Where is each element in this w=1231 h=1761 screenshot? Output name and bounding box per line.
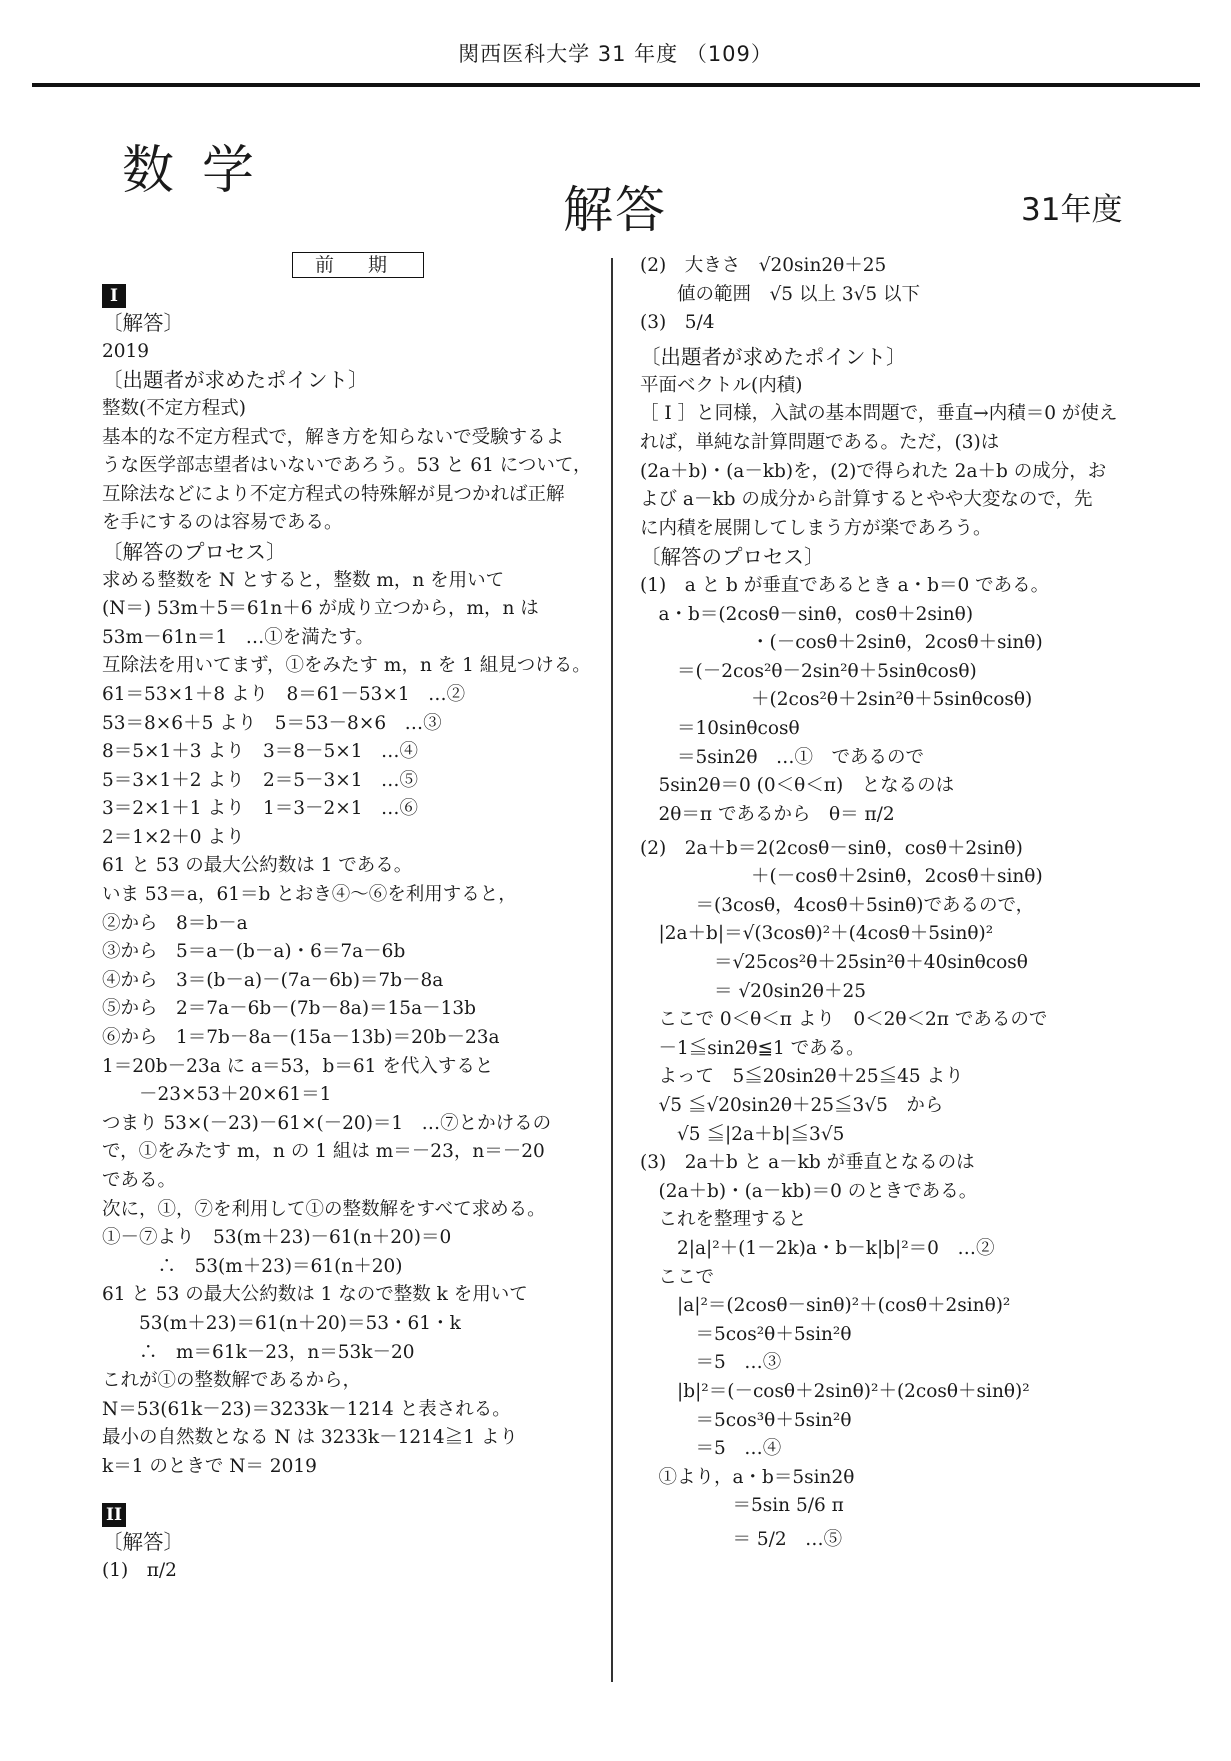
- left-text-line: ④から 3＝(b－a)－(7a－6b)＝7b－8a: [102, 969, 444, 991]
- right-text-line: よって 5≦20sin2θ＋25≦45 より: [640, 1066, 964, 1088]
- right-section-heading: 〔解答のプロセス〕: [640, 545, 825, 570]
- right-text-line: ＝ 5/2 …⑤: [640, 1529, 843, 1551]
- right-text-line: －1≦sin2θ≦1 である。: [640, 1037, 865, 1059]
- right-text-line: |2a＋b|＝√(3cosθ)²＋(4cosθ＋5sinθ)²: [640, 923, 994, 945]
- right-text-line: ＝(－2cos²θ－2sin²θ＋5sinθcosθ): [640, 660, 977, 682]
- left-section-heading: 〔解答〕: [102, 311, 184, 336]
- right-text-line: 2θ＝π であるから θ＝ π/2: [640, 803, 895, 825]
- left-text-line: 5＝3×1＋2 より 2＝5－3×1 …⑤: [102, 769, 419, 791]
- left-text-line: 互除法などにより不定方程式の特殊解が見つかれば正解: [102, 483, 565, 505]
- right-text-line: (2) 大きさ √20sin2θ＋25: [640, 255, 887, 276]
- running-header: 関西医科大学 31 年度 （109）: [458, 42, 773, 66]
- right-text-line: |b|²＝(－cosθ＋2sinθ)²＋(2cosθ＋sinθ)²: [640, 1380, 1030, 1402]
- right-text-line: √5 ≦|2a＋b|≦3√5: [640, 1123, 845, 1145]
- left-text-line: ③から 5＝a－(b－a)・6＝7a－6b: [102, 941, 406, 963]
- left-text-line: 求める整数を N とすると，整数 m，n を用いて: [102, 569, 505, 591]
- left-text-line: ①－⑦より 53(m＋23)－61(n＋20)＝0: [102, 1227, 452, 1249]
- left-text-line: いま 53＝a，61＝b とおき④～⑥を利用すると，: [102, 884, 517, 906]
- right-text-line: ここで 0＜θ＜π より 0＜2θ＜2π であるので: [640, 1009, 1048, 1031]
- right-text-line: 値の範囲 √5 以上 3√5 以下: [640, 283, 921, 305]
- left-text-line: 53＝8×6＋5 より 5＝53－8×6 …③: [102, 712, 442, 734]
- left-text-line: 53m－61n＝1 …①を満たす。: [102, 626, 374, 648]
- left-text-line: 8＝5×1＋3 より 3＝8－5×1 …④: [102, 741, 419, 763]
- right-text-line: れば，単純な計算問題である。ただ，(3)は: [640, 431, 1000, 453]
- left-section-label: [102, 252, 592, 281]
- problem-number-badge: I: [102, 284, 126, 308]
- right-text-line: 2|a|²＋(1－2k)a・b－k|b|²＝0 …②: [640, 1238, 995, 1259]
- left-text-line: 3＝2×1＋1 より 1＝3－2×1 …⑥: [102, 798, 419, 820]
- term-box: 前 期: [292, 252, 424, 278]
- left-text-line: 2019: [102, 340, 150, 362]
- left-text-line: ②から 8＝b－a: [102, 912, 248, 934]
- left-problem-number: [102, 1500, 592, 1529]
- left-text-line: ∴ m＝61k－23，n＝53k－20: [102, 1341, 415, 1363]
- right-text-line: よび a－kb の成分から計算するとやや大変なので，先: [640, 489, 1093, 511]
- left-text-line: N＝53(61k－23)＝3233k－1214 と表される。: [102, 1398, 511, 1420]
- left-text-line: 整数(不定方程式): [102, 397, 246, 419]
- left-text-line: 53(m＋23)＝61(n＋20)＝53・61・k: [102, 1312, 461, 1334]
- right-text-line: ＝5cos³θ＋5sin²θ: [640, 1409, 852, 1431]
- right-text-line: に内積を展開してしまう方が楽であろう。: [640, 517, 992, 539]
- right-text-line: ＝5 …③: [640, 1352, 782, 1374]
- right-text-line: 5sin2θ＝0 (0＜θ＜π) となるのは: [640, 775, 955, 797]
- right-text-line: ＝(3cosθ，4cosθ＋5sinθ)であるので，: [640, 894, 1035, 916]
- left-section-heading: 〔出題者が求めたポイント〕: [102, 368, 369, 393]
- left-text-line: (1) π/2: [102, 1559, 177, 1581]
- right-text-line: (1) a と b が垂直であるとき a・b＝0 である。: [640, 574, 1050, 596]
- right-text-line: ここで: [640, 1266, 715, 1288]
- right-text-line: ＝5cos²θ＋5sin²θ: [640, 1323, 852, 1345]
- right-text-line: ＝ √20sin2θ＋25: [640, 980, 866, 1002]
- right-text-line: ＋(－cosθ＋2sinθ，2cosθ＋sinθ): [640, 866, 1043, 888]
- left-column: [102, 252, 592, 1585]
- left-spacer: [102, 1482, 592, 1500]
- left-text-line: 2＝1×2＋0 より: [102, 826, 245, 848]
- right-text-line: ＝5 …④: [640, 1438, 782, 1460]
- answer-title: 解答: [563, 181, 667, 239]
- right-text-line: ＝√25cos²θ＋25sin²θ＋40sinθcosθ: [640, 952, 1028, 974]
- right-text-line: |a|²＝(2cosθ－sinθ)²＋(cosθ＋2sinθ)²: [640, 1295, 1011, 1317]
- problem-number-badge: II: [102, 1503, 126, 1527]
- right-text-line: (2) 2a＋b＝2(2cosθ－sinθ，cosθ＋2sinθ): [640, 837, 1023, 859]
- left-problem-number: [102, 281, 592, 310]
- left-text-line: これが①の整数解であるから，: [102, 1370, 362, 1392]
- left-text-line: ∴ 53(m＋23)＝61(n＋20): [102, 1255, 403, 1277]
- left-text-line: うな医学部志望者はいないであろう。53 と 61 について，: [102, 455, 592, 477]
- left-text-line: ⑥から 1＝7b－8a－(15a－13b)＝20b－23a: [102, 1027, 500, 1049]
- left-text-line: 1＝20b－23a に a＝53，b＝61 を代入すると: [102, 1055, 494, 1077]
- right-text-line: (2a＋b)・(a－kb)＝0 のときである。: [640, 1180, 978, 1202]
- right-text-line: ［ I ］と同様，入試の基本問題で，垂直→内積＝0 が使え: [640, 403, 1118, 425]
- header-rule: [32, 83, 1200, 87]
- left-text-line: 最小の自然数となる N は 3233k－1214≧1 より: [102, 1427, 518, 1449]
- right-text-line: ①より，a・b＝5sin2θ: [640, 1466, 855, 1488]
- right-text-line: (2a＋b)・(a－kb)を，(2)で得られた 2a＋b の成分，お: [640, 460, 1107, 482]
- left-text-line: 基本的な不定方程式で，解き方を知らないで受験するよ: [102, 426, 565, 448]
- left-section-heading: 〔解答〕: [102, 1530, 184, 1555]
- right-text-line: (3) 2a＋b と a－kb が垂直となるのは: [640, 1152, 975, 1174]
- right-text-line: ＝5sin 5/6 π: [640, 1495, 844, 1517]
- left-text-line: 次に，①，⑦を利用して①の整数解をすべて求める。: [102, 1198, 546, 1220]
- left-text-line: つまり 53×(－23)－61×(－20)＝1 …⑦とかけるの: [102, 1112, 552, 1134]
- left-text-line: 61＝53×1＋8 より 8＝61－53×1 …②: [102, 683, 466, 705]
- right-text-line: 平面ベクトル(内積): [640, 374, 803, 396]
- left-section-heading: 〔解答のプロセス〕: [102, 539, 287, 564]
- left-text-line: である。: [102, 1170, 177, 1191]
- year-label: 31年度: [1021, 192, 1123, 228]
- left-text-line: k＝1 のときで N＝ 2019: [102, 1455, 317, 1477]
- left-text-line: ⑤から 2＝7a－6b－(7b－8a)＝15a－13b: [102, 998, 476, 1020]
- left-text-line: 互除法を用いてまず，①をみたす m，n を 1 組見つける。: [102, 655, 591, 677]
- left-text-line: で，①をみたす m，n の 1 組は m＝－23，n＝－20: [102, 1141, 545, 1163]
- left-text-line: －23×53＋20×61＝1: [102, 1084, 332, 1106]
- left-text-line: 61 と 53 の最大公約数は 1 なので整数 k を用いて: [102, 1284, 528, 1306]
- right-text-line: a・b＝(2cosθ－sinθ，cosθ＋2sinθ): [640, 603, 974, 625]
- right-section-heading: 〔出題者が求めたポイント〕: [640, 345, 907, 370]
- left-text-line: を手にするのは容易である。: [102, 512, 343, 534]
- column-divider: [611, 258, 613, 1682]
- left-text-line: 61 と 53 の最大公約数は 1 である。: [102, 855, 413, 877]
- right-text-line: ＋(2cos²θ＋2sin²θ＋5sinθcosθ): [640, 689, 1033, 711]
- right-text-line: (3) 5/4: [640, 312, 715, 334]
- right-text-line: ・(－cosθ＋2sinθ，2cosθ＋sinθ): [640, 632, 1043, 654]
- left-text-line: (N＝) 53m＋5＝61n＋6 が成り立つから，m，n は: [102, 598, 539, 620]
- subject-title: 数学: [122, 141, 283, 201]
- right-text-line: ＝5sin2θ …① であるので: [640, 746, 925, 768]
- right-text-line: ＝10sinθcosθ: [640, 717, 800, 739]
- right-text-line: これを整理すると: [640, 1209, 807, 1231]
- right-column: [640, 252, 1130, 1560]
- right-text-line: √5 ≦√20sin2θ＋25≦3√5 から: [640, 1095, 944, 1117]
